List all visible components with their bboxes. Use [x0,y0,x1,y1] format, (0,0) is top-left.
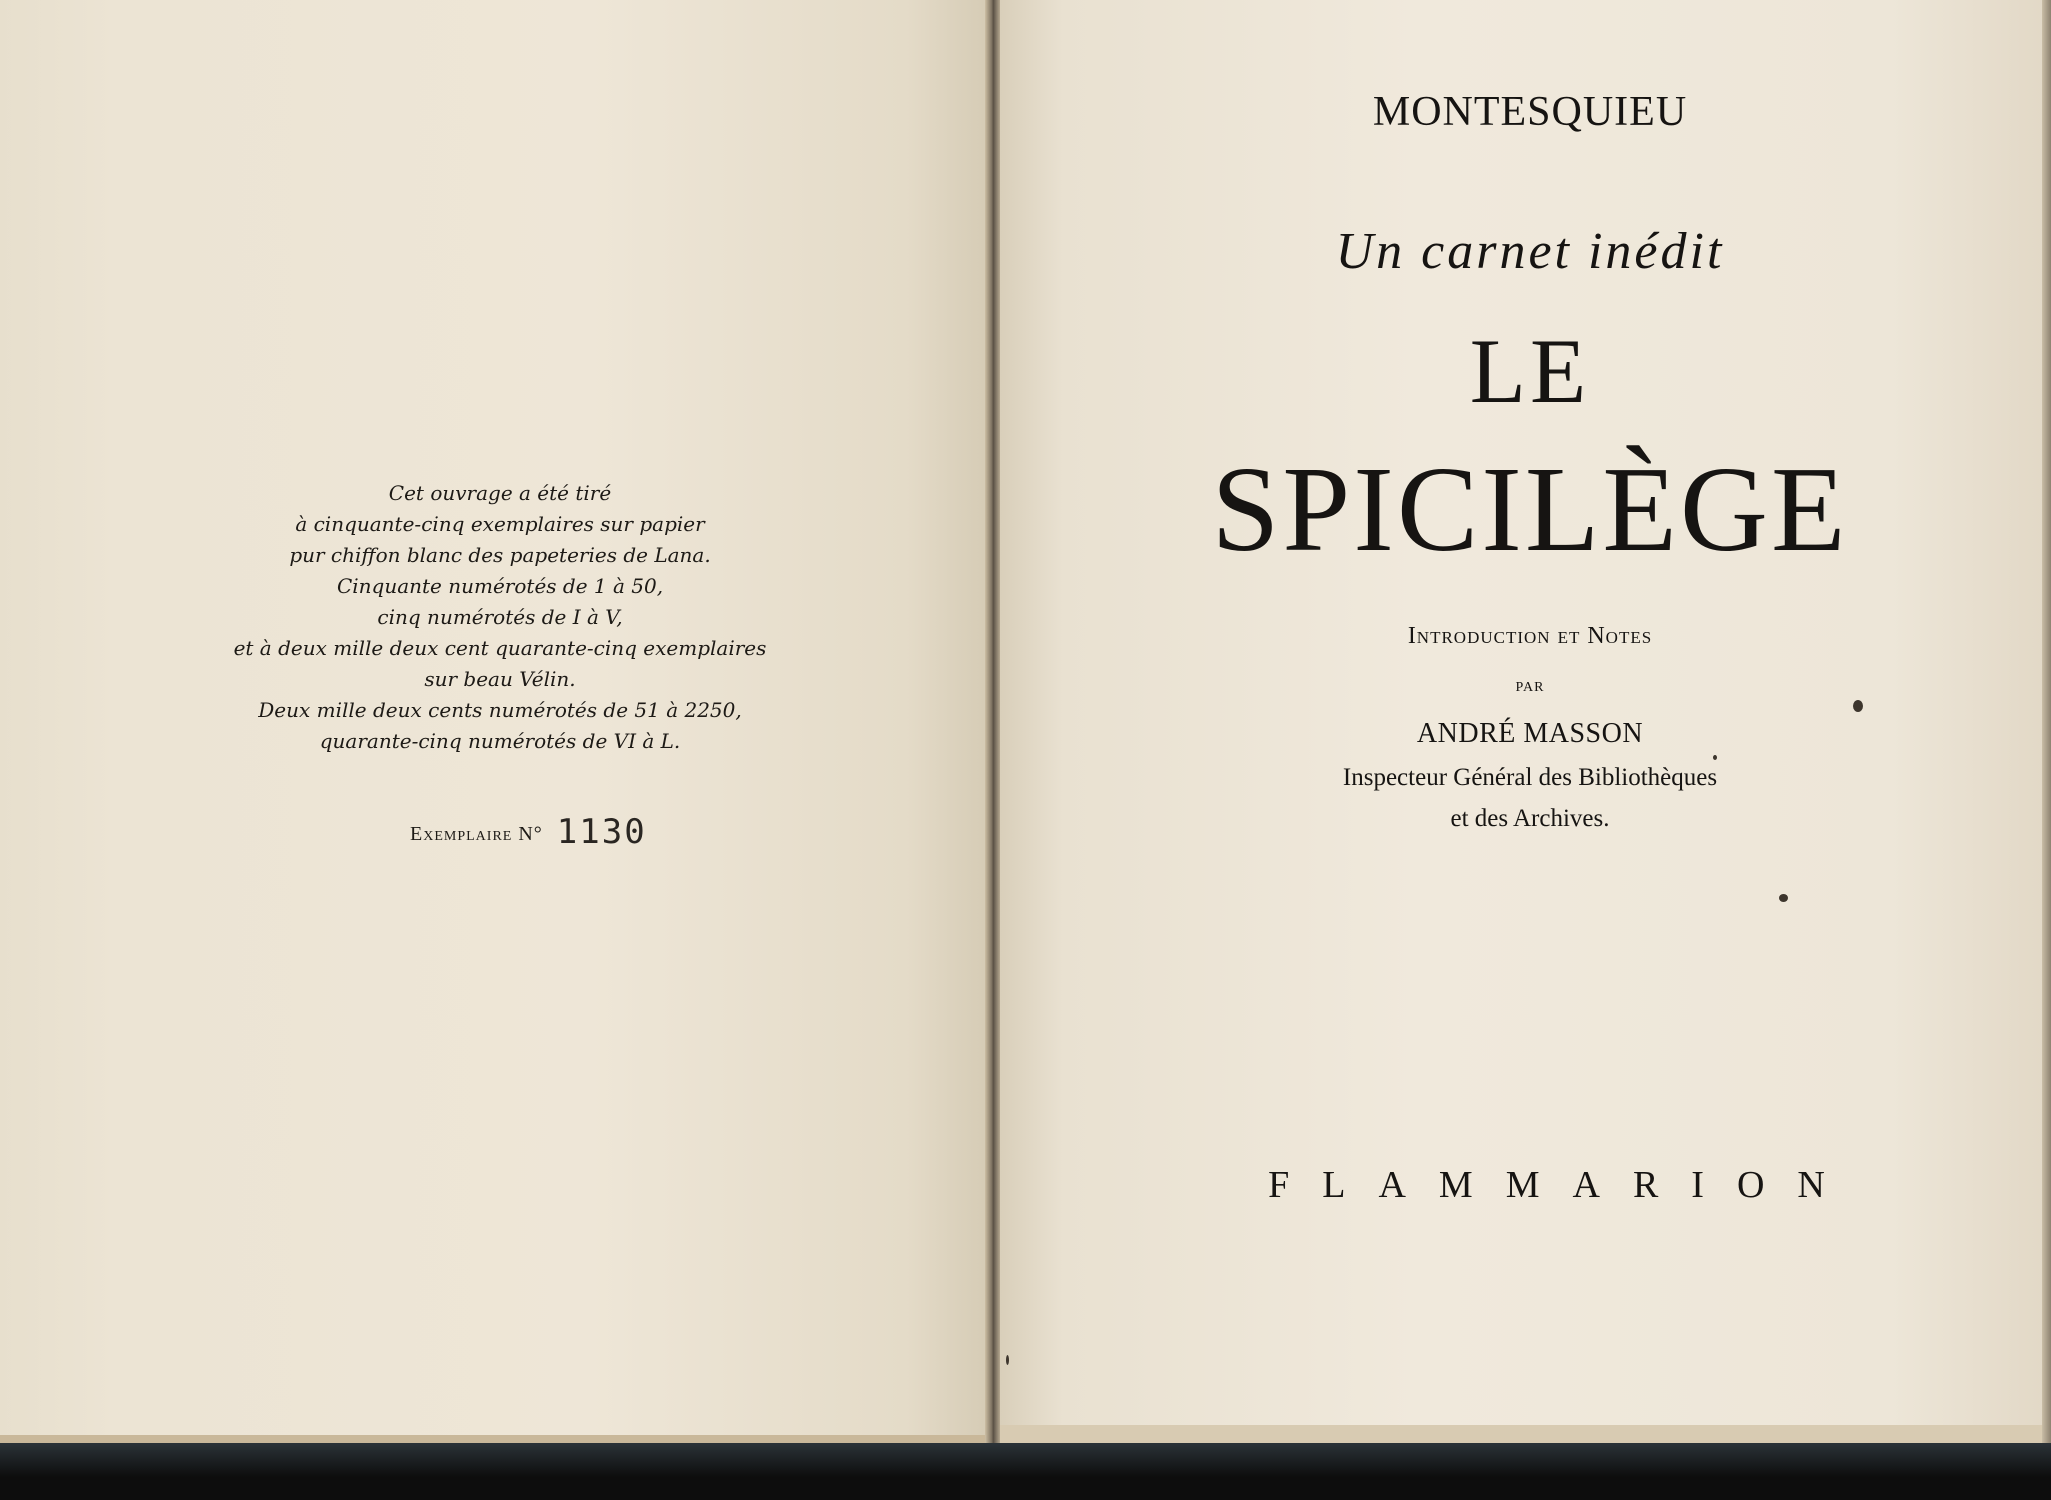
title-line-1: LE [1469,320,1591,422]
justification-line: cinq numérotés de I à V, [377,605,623,629]
by-label: par [1515,674,1545,696]
justification-line: Cinquante numérotés de 1 à 50, [336,574,664,598]
copy-number: 1130 [556,812,647,852]
copy-label: Exemplaire N° [410,823,543,845]
paper-speck [1006,1355,1009,1365]
justification-line: et à deux mille deux cent quarante-cinq exemplaires [233,636,767,660]
publisher-name: FLAMMARION [1268,1164,1858,1206]
book-gutter [985,0,1000,1500]
justification-line: à cinquante-cinq exemplaires sur papier [295,512,705,536]
left-page [0,0,985,1443]
justification-line: Cet ouvrage a été tiré [388,481,612,505]
paper-speck [1779,894,1788,902]
justification-line: sur beau Vélin. [424,667,576,691]
editor-role-continued: et des Archives. [1450,805,1610,832]
subtitle: Un carnet inédit [1335,223,1725,280]
page-edge [2042,0,2051,1500]
paper-speck [1713,755,1717,760]
editor-name: ANDRÉ MASSON [1416,718,1644,749]
scan-background [0,1443,2051,1500]
copy-number-line [410,812,647,852]
introduction-credit: Introduction et Notes [1407,623,1653,649]
author-name: MONTESQUIEU [1372,89,1688,135]
title-line-2: SPICILÈGE [1211,442,1849,577]
justification-line: Deux mille deux cents numérotés de 51 à 2250, [258,698,742,722]
editor-role: Inspecteur Général des Bibliothèques [1342,764,1718,791]
justification-line: quarante-cinq numérotés de VI à L. [319,729,681,753]
justification-line: pur chiffon blanc des papeteries de Lana. [289,543,711,567]
justification-notice [150,478,850,757]
paper-speck [1853,700,1863,712]
